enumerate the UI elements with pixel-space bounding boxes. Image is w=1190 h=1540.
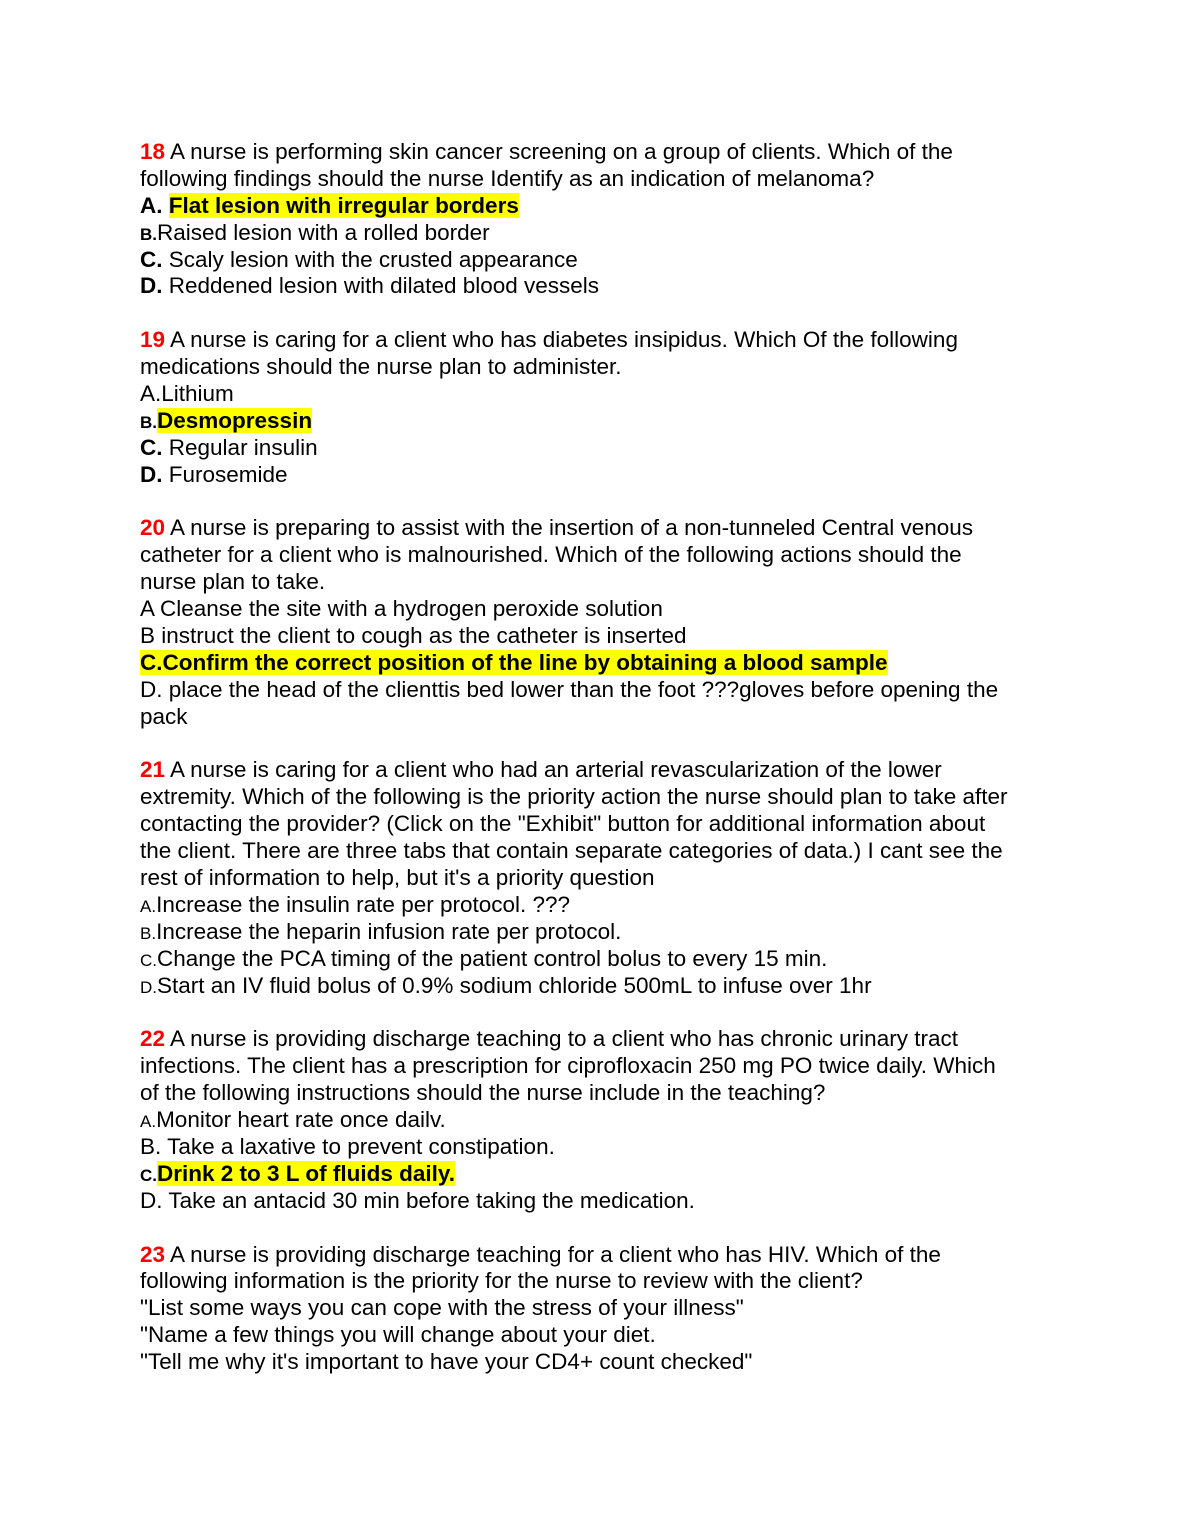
option-label: C. — [140, 950, 157, 970]
option-label: C. — [140, 434, 163, 460]
option-label: A. — [140, 192, 163, 218]
stem-text: A nurse is providing discharge teaching for a client who has HIV. Which of the — [170, 1241, 941, 1267]
stem-text: the client. There are three tabs that contain separate categories of data.) I cant see the — [140, 838, 1003, 864]
option-b — [140, 623, 1060, 650]
option-b — [140, 220, 1060, 247]
option-d — [140, 1188, 1060, 1215]
option-d — [140, 273, 1060, 300]
stem-text: nurse plan to take. — [140, 569, 326, 595]
option-b — [140, 919, 1060, 946]
option-a — [140, 193, 1060, 220]
option-b — [140, 408, 1060, 435]
option-label: D. — [140, 461, 163, 487]
option-c — [140, 1161, 1060, 1188]
question-number: 23 — [140, 1241, 166, 1267]
option-text: B instruct the client to cough as the catheter is inserted — [140, 623, 687, 649]
stem-text: infections. The client has a prescription for ciprofloxacin 250 mg PO twice daily. Which — [140, 1053, 996, 1079]
option-text: Change the PCA timing of the patient control bolus to every 15 min. — [157, 945, 828, 971]
question-stem-line — [140, 865, 1060, 892]
option-label: B. — [140, 412, 157, 432]
question-number: 19 — [140, 327, 166, 353]
question-stem-line — [140, 1026, 1060, 1053]
option-c — [140, 435, 1060, 462]
option-label: B. — [140, 923, 157, 943]
stem-text: following findings should the nurse Identify as an indication of melanoma? — [140, 165, 875, 191]
question-21 — [140, 757, 1060, 999]
question-stem-line — [140, 811, 1060, 838]
question-22 — [140, 1026, 1060, 1214]
option-text: "Name a few things you will change about your diet. — [140, 1322, 656, 1348]
question-stem-line — [140, 166, 1060, 193]
question-number: 20 — [140, 515, 166, 541]
option-label: C. — [140, 1165, 157, 1185]
option-label: A. — [140, 1112, 157, 1132]
option-text: Scaly lesion with the crusted appearance — [168, 246, 578, 272]
question-stem-line — [140, 838, 1060, 865]
option-label: A. — [140, 381, 162, 407]
option-text: D. Take an antacid 30 min before taking the medication. — [140, 1187, 695, 1213]
question-23 — [140, 1242, 1060, 1376]
option-label: D. — [140, 273, 163, 299]
stem-text: extremity. Which of the following is the priority action the nurse should plan to take after — [140, 784, 1008, 810]
question-stem-line — [140, 784, 1060, 811]
question-stem-line — [140, 569, 1060, 596]
option-text: Reddened lesion with dilated blood vessels — [168, 273, 600, 299]
option-label: B. — [140, 224, 157, 244]
option-label: C. — [140, 246, 163, 272]
question-20 — [140, 515, 1060, 730]
stem-text: A nurse is performing skin cancer screening on a group of clients. Which of the — [170, 139, 953, 164]
option-1 — [140, 1295, 1060, 1322]
option-b — [140, 1134, 1060, 1161]
question-stem-line — [140, 139, 1060, 166]
question-stem-line — [140, 1242, 1060, 1269]
question-19 — [140, 327, 1060, 488]
question-stem-line — [140, 542, 1060, 569]
option-text: Monitor heart rate once dailv. — [156, 1107, 446, 1133]
question-18 — [140, 139, 1060, 300]
stem-text: rest of information to help, but it's a priority question — [140, 865, 655, 891]
question-stem-line — [140, 1268, 1060, 1295]
question-number: 21 — [140, 757, 166, 783]
option-d — [140, 973, 1060, 1000]
option-text: B. Take a laxative to prevent constipation. — [140, 1133, 555, 1159]
option-c — [140, 946, 1060, 973]
stem-text: A nurse is caring for a client who had an arterial revascularization of the lower — [170, 757, 942, 783]
stem-text: A nurse is providing discharge teaching to a client who has chronic urinary tract — [170, 1026, 958, 1052]
stem-text: following information is the priority for the nurse to review with the client? — [140, 1268, 863, 1294]
stem-text: of the following instructions should the nurse include in the teaching? — [140, 1080, 826, 1106]
option-3 — [140, 1349, 1060, 1376]
option-label: A. — [140, 896, 157, 916]
question-stem-line — [140, 515, 1060, 542]
option-text: "List some ways you can cope with the stress of your illness" — [140, 1295, 744, 1321]
option-label: D. — [140, 977, 157, 997]
option-d — [140, 462, 1060, 489]
option-c — [140, 247, 1060, 274]
correct-answer-highlight: Flat lesion with irregular borders — [168, 192, 519, 218]
option-text: A Cleanse the site with a hydrogen peroxide solution — [140, 596, 663, 622]
option-a — [140, 381, 1060, 408]
option-a — [140, 596, 1060, 623]
option-text: Increase the heparin infusion rate per protocol. — [156, 918, 622, 944]
option-text: Lithium — [161, 381, 234, 407]
correct-answer-highlight: Drink 2 to 3 L of fluids daily. — [157, 1160, 455, 1186]
question-stem-line — [140, 1080, 1060, 1107]
option-text: Increase the insulin rate per protocol. ??? — [156, 891, 571, 917]
question-stem-line — [140, 1053, 1060, 1080]
stem-text: A nurse is preparing to assist with the insertion of a non-tunneled Central venous — [170, 515, 974, 541]
document-page — [140, 139, 1060, 1403]
option-text: Regular insulin — [168, 434, 318, 460]
question-stem-line — [140, 354, 1060, 381]
option-text: Start an IV fluid bolus of 0.9% sodium chloride 500mL to infuse over 1hr — [157, 972, 872, 998]
option-text: Raised lesion with a rolled border — [157, 219, 490, 245]
question-stem-line — [140, 327, 1060, 354]
option-2 — [140, 1322, 1060, 1349]
question-stem-line — [140, 757, 1060, 784]
question-number: 22 — [140, 1026, 166, 1052]
question-number: 18 — [140, 139, 166, 164]
option-text: Furosemide — [168, 461, 288, 487]
option-text: pack — [140, 703, 188, 729]
option-text: "Tell me why it's important to have your CD4+ count checked" — [140, 1349, 753, 1375]
option-d — [140, 677, 1060, 704]
option-a — [140, 1107, 1060, 1134]
option-text: D. place the head of the clienttis bed lower than the foot ???gloves before opening the — [140, 676, 999, 702]
option-a — [140, 892, 1060, 919]
option-d-continued — [140, 704, 1060, 731]
stem-text: medications should the nurse plan to administer. — [140, 354, 622, 380]
stem-text: contacting the provider? (Click on the "Exhibit" button for additional information about — [140, 811, 986, 837]
stem-text: catheter for a client who is malnourished. Which of the following actions should the — [140, 542, 962, 568]
option-c — [140, 650, 1060, 677]
correct-answer-highlight: Desmopressin — [157, 407, 313, 433]
correct-answer-highlight: C.Confirm the correct position of the line by obtaining a blood sample — [140, 649, 888, 675]
stem-text: A nurse is caring for a client who has diabetes insipidus. Which Of the following — [170, 327, 958, 353]
